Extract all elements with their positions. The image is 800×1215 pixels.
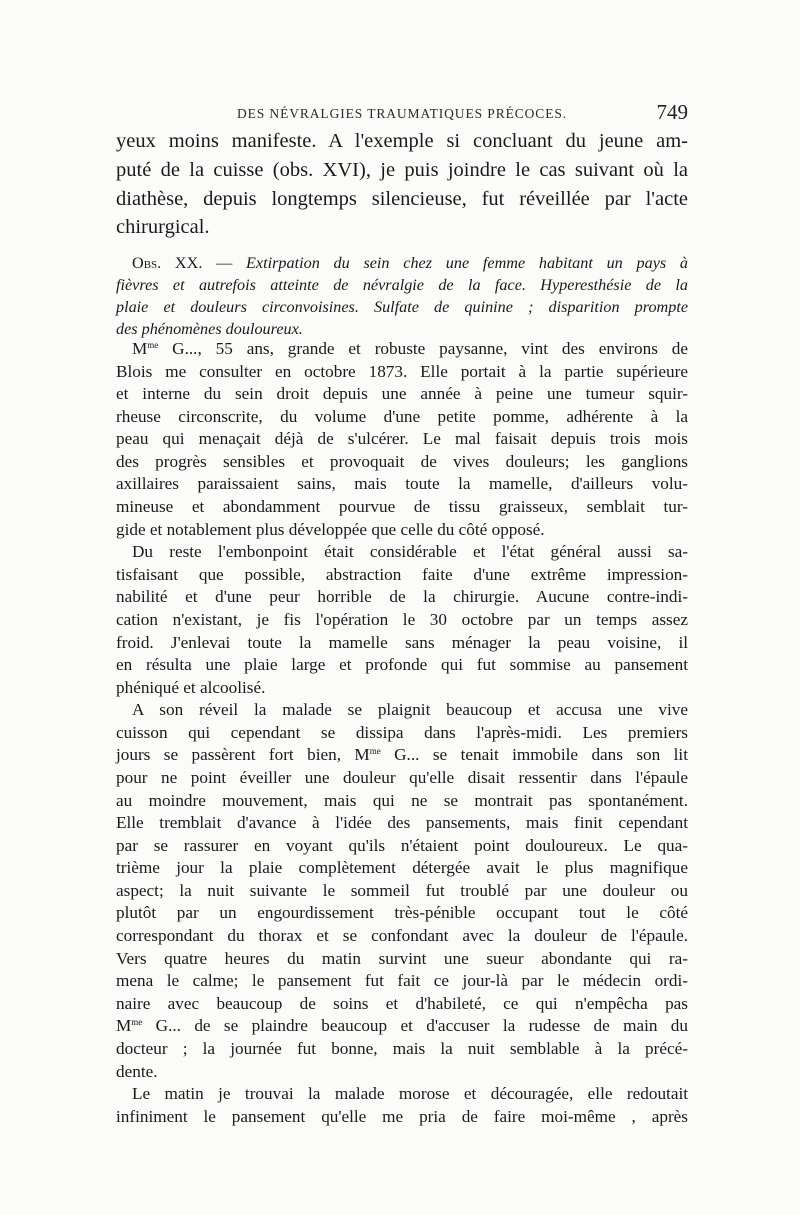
- text-line: $M^{me}$ G..., 55 ans, grande et robuste paysanne, vint des environs de: [132, 339, 688, 358]
- text-line: aspect; la nuit suivante le sommeil fut troublé par une douleur ou: [116, 880, 688, 900]
- text-line: et interne du sein droit depuis une année à peine une tumeur squir-: [116, 384, 688, 404]
- text-line: en résulta une plaie large et profonde qui fut sommise au pansement: [116, 655, 688, 675]
- case-text: [116, 338, 688, 1128]
- text-line: chirurgical.: [116, 216, 210, 239]
- text-line: gide et notablement plus développée que celle du côté opposé.: [116, 519, 545, 539]
- text-line: naire avec beaucoup de soins et d'habileté, ce qui n'empêcha pas: [116, 993, 688, 1013]
- text-line: trième jour la plaie complètement détergée avait le plus magnifique: [116, 858, 688, 878]
- page-number: 749: [656, 100, 688, 124]
- observation-title-line: plaie et douleurs circonvoisines. Sulfate de quinine ; disparition prompte: [116, 297, 688, 316]
- madame-abbrev: M: [132, 339, 148, 358]
- text-line: au moindre mouvement, mais qui ne se montrait pas spontanément.: [116, 790, 688, 810]
- text-line: Du reste l'embonpoint était considérable et l'état général aussi sa-: [132, 542, 688, 562]
- text-line: rheuse circonscrite, du volume d'une petite pomme, adhérente à la: [116, 406, 688, 426]
- text-line: Blois me consulter en octobre 1873. Elle portait à la partie supérieure: [116, 361, 688, 381]
- observation-title-line: fièvres et autrefois atteinte de névralgie de la face. Hyperesthésie de la: [116, 275, 688, 294]
- text-line: froid. J'enlevai toute la mamelle sans ménager la peau voisine, il: [116, 632, 688, 652]
- text-line: par se rassurer en voyant qu'ils n'étaient point douloureux. Le qua-: [116, 835, 688, 855]
- text-line: A son réveil la malade se plaignit beaucoup et accusa une vive: [132, 700, 688, 720]
- text-line: plutôt par un engourdissement très-pénible occupant tout le côté: [116, 903, 688, 923]
- text-line: pour ne point éveiller une douleur qu'elle disait ressentir dans l'épaule: [116, 767, 688, 787]
- text-line: infiniment le pansement qu'elle me pria de faire moi-même , après: [116, 1106, 688, 1126]
- text-line: tisfaisant que possible, abstraction faite d'une extrême impression-: [116, 564, 688, 584]
- text-line: $M^{me}$ G... de se plaindre beaucoup et d'accuser la rudesse de main du: [116, 1016, 688, 1036]
- text-line: diathèse, depuis longtemps silencieuse, fut réveillée par l'acte: [116, 187, 688, 210]
- page-header: [116, 100, 688, 130]
- text-line: yeux moins manifeste. A l'exemple si concluant du jeune am-: [116, 130, 688, 152]
- text-line: des progrès sensibles et provoquait de vives douleurs; les ganglions: [116, 451, 688, 471]
- text-line: Le matin je trouvai la malade morose et découragée, elle redoutait: [132, 1084, 688, 1104]
- text-line: cuisson qui cependant se dissipa dans l'après-midi. Les premiers: [116, 722, 688, 742]
- text-line: Elle tremblait d'avance à l'idée des pansements, mais finit cependant: [116, 813, 688, 833]
- text-line: correspondant du thorax et se confondant avec la douleur de l'épaule.: [116, 926, 688, 946]
- text-line: docteur ; la journée fut bonne, mais la nuit semblable à la précé-: [116, 1038, 688, 1058]
- text-line: mineuse et abondamment pourvue de tissu graisseux, semblait tur-: [116, 497, 688, 517]
- madame-superscript: me: [147, 340, 159, 350]
- observation-title-line: Extirpation du sein chez une femme habitant un pays à: [246, 254, 689, 272]
- text-line: mena le calme; le pansement fut fait ce jour-là par le médecin ordi-: [116, 971, 688, 991]
- text-line: puté de la cuisse (obs. XVI), je puis joindre le cas suivant où la: [116, 158, 688, 181]
- text-line: cation n'existant, je fis l'opération le 30 octobre par un temps assez: [116, 609, 688, 629]
- intro-paragraph: [116, 127, 688, 242]
- text-line: jours se passèrent fort bien, $M^{me}$ G... se tenait immobile dans son lit: [116, 745, 688, 765]
- observation-label: Obs. XX. —: [132, 254, 233, 272]
- observation-first-line: [116, 253, 688, 275]
- text-line: axillaires paraissaient sains, mais toute la mamelle, d'ailleurs volu-: [116, 474, 688, 494]
- observation-title-line: des phénomènes douloureux.: [116, 319, 303, 338]
- text-line: peau qui menaçait déjà de s'ulcérer. Le mal faisait depuis trois mois: [116, 429, 688, 449]
- text-line: Vers quatre heures du matin survint une sueur abondante qui ra-: [116, 948, 688, 968]
- text-line: phéniqué et alcoolisé.: [116, 677, 266, 697]
- text-line: nabilité et d'une peur horrible de la chirurgie. Aucune contre-indi-: [116, 587, 688, 607]
- observation-heading: [116, 253, 688, 341]
- text-line: dente.: [116, 1061, 158, 1081]
- running-head: DES NÉVRALGIES TRAUMATIQUES PRÉCOCES.: [236, 106, 568, 121]
